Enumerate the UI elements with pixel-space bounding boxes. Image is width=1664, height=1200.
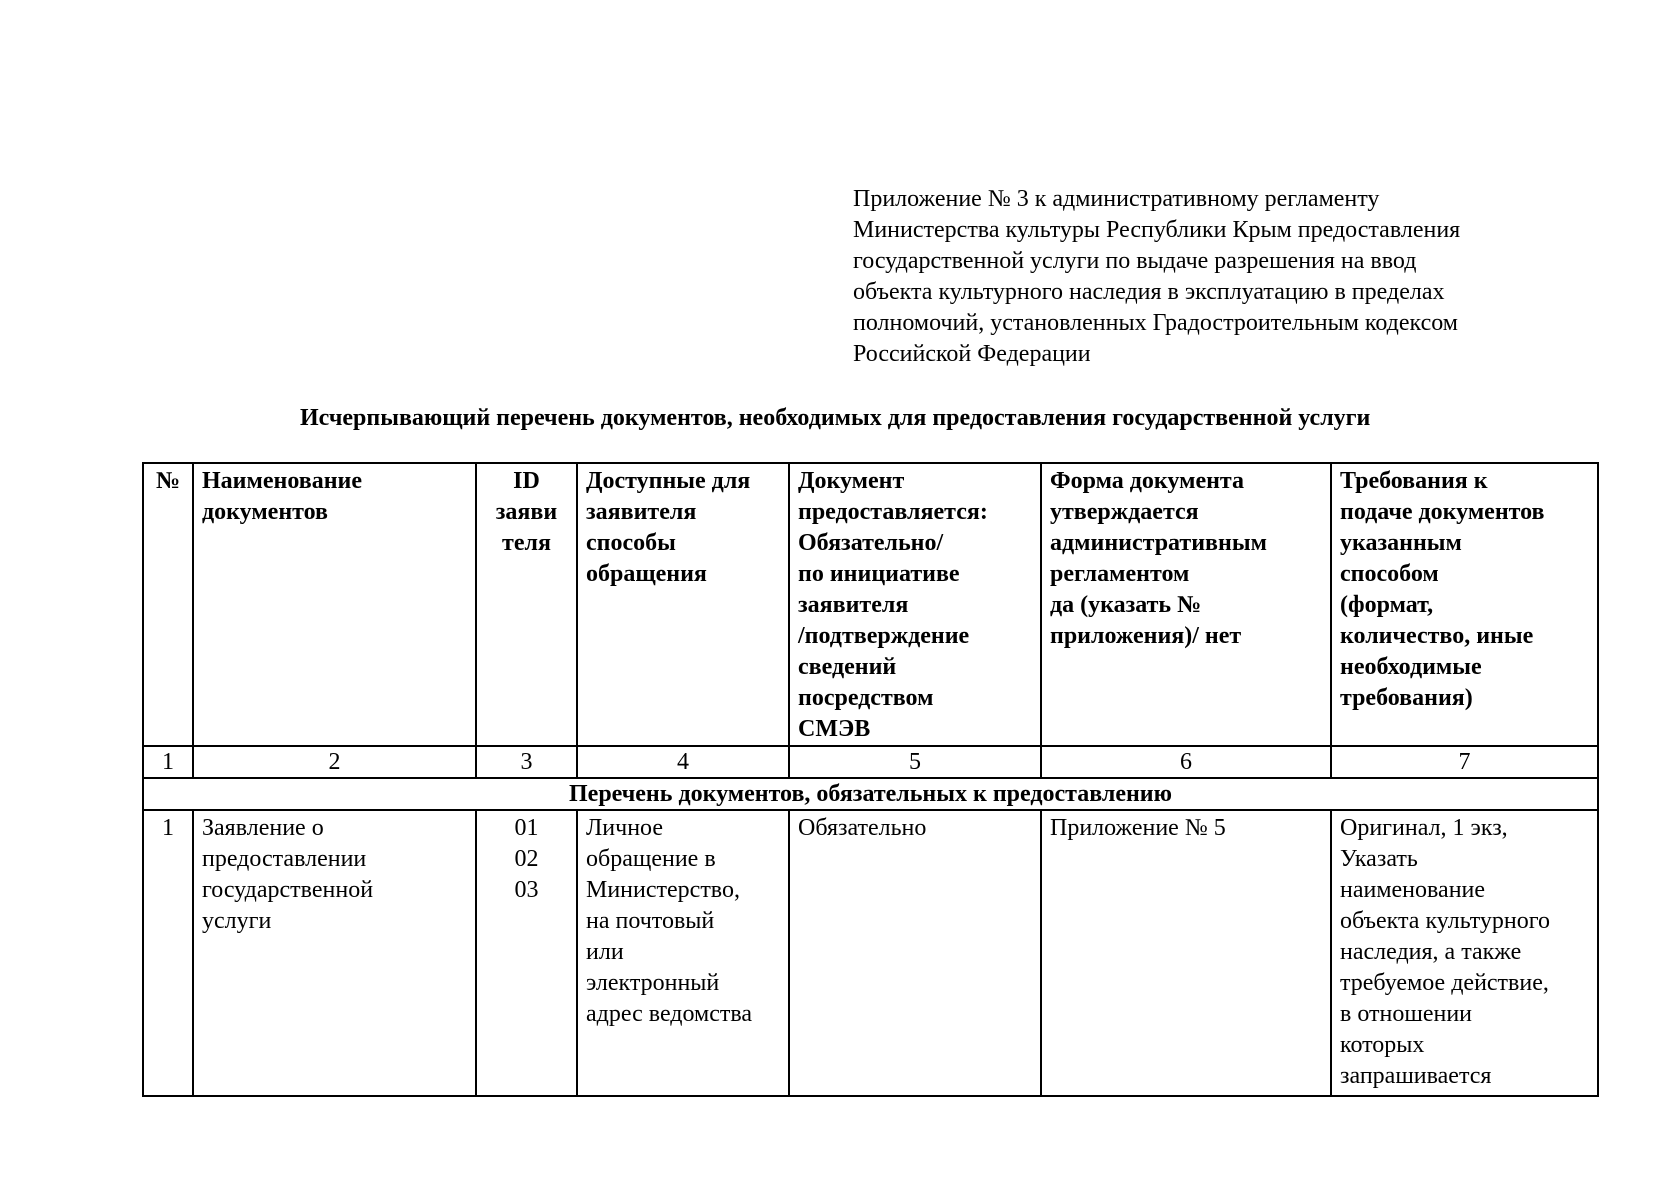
column-number: 7 <box>1331 746 1598 778</box>
applicant-ids-cell: 01 02 03 <box>476 810 577 1096</box>
table-row <box>143 810 1598 1096</box>
appendix-line: Приложение № 3 к административному регламенту <box>853 186 1380 212</box>
section-title: Перечень документов, обязательных к предоставлению <box>143 778 1598 810</box>
column-number: 5 <box>789 746 1041 778</box>
header-requirements: Требования к подаче документов указанным способом (формат, количество, иные необходимые требования) <box>1331 463 1598 746</box>
header-row <box>143 463 1598 746</box>
header-num: № <box>143 463 193 746</box>
appendix-line: государственной услуги по выдаче разрешения на ввод <box>853 248 1417 274</box>
appendix-line: полномочий, установленных Градостроительным кодексом <box>853 310 1458 336</box>
mandatory-cell: Обязательно <box>789 810 1041 1096</box>
appendix-line: Министерства культуры Республики Крым предоставления <box>853 217 1461 243</box>
header-mandatory: Документ предоставляется: Обязательно/ по инициативе заявителя /подтверждение сведений посредством СМЭВ <box>789 463 1041 746</box>
header-methods: Доступные для заявителя способы обращения <box>577 463 789 746</box>
appendix-line: объекта культурного наследия в эксплуатацию в пределах <box>853 279 1445 305</box>
header-name: Наименование документов <box>193 463 476 746</box>
column-number: 3 <box>476 746 577 778</box>
document-title: Исчерпывающий перечень документов, необходимых для предоставления государственной услуги <box>300 405 1371 431</box>
column-number: 6 <box>1041 746 1331 778</box>
column-number-row <box>143 746 1598 778</box>
column-number: 2 <box>193 746 476 778</box>
row-number: 1 <box>143 810 193 1096</box>
form-cell: Приложение № 5 <box>1041 810 1331 1096</box>
appendix-line: Российской Федерации <box>853 341 1091 367</box>
column-number: 4 <box>577 746 789 778</box>
methods-cell: Личное обращение в Министерство, на почтовый или электронный адрес ведомства <box>577 810 789 1096</box>
requirements-cell: Оригинал, 1 экз, Указать наименование объекта культурного наследия, а также требуемое действие, в отношении которых запрашивается <box>1331 810 1598 1096</box>
document-name-cell: Заявление о предоставлении государственной услуги <box>193 810 476 1096</box>
header-form: Форма документа утверждается административным регламентом да (указать № приложения)/ нет <box>1041 463 1331 746</box>
documents-table <box>142 462 1599 1097</box>
appendix-note <box>853 184 1573 370</box>
section-row <box>143 778 1598 810</box>
header-applicant-id: ID заяви теля <box>476 463 577 746</box>
column-number: 1 <box>143 746 193 778</box>
